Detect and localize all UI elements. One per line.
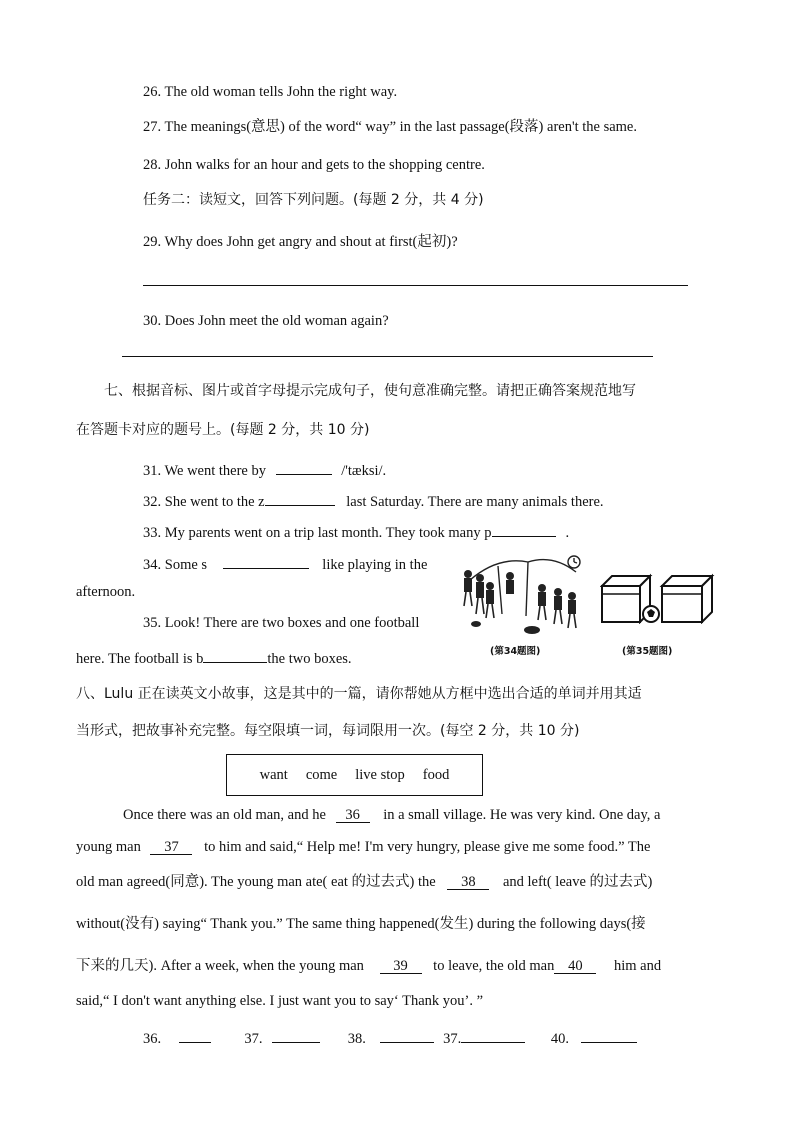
figure-34-image: [458, 552, 588, 640]
statement-27: 27. The meanings(意思) of the word“ way” in the last passage(段落) aren't the same.: [143, 119, 637, 135]
question-35: 35. Look! There are two boxes and one football: [143, 615, 420, 631]
question-32: [143, 489, 604, 511]
answer-blank-40[interactable]: [581, 1026, 637, 1043]
q35-text-c: the two boxes.: [267, 651, 352, 667]
blank-40[interactable]: 40: [554, 957, 596, 974]
answer-blank-36[interactable]: [179, 1026, 211, 1043]
q34-text-b: like playing in the: [322, 557, 428, 573]
answer-blank-39[interactable]: [461, 1026, 525, 1043]
figure-35-image: [600, 572, 716, 624]
figure-34-caption: (第34题图): [490, 646, 541, 657]
q35-text-b: here. The football is b: [76, 651, 204, 667]
word-bank-item: food: [422, 766, 450, 783]
word-bank-box: [226, 754, 483, 796]
task2-heading: 任务二：读短文，回答下列问题。(每题 2 分，共 4 分): [143, 192, 484, 208]
q35-continuation: [76, 646, 352, 668]
question-31: [143, 458, 386, 480]
word-bank-item: come: [305, 766, 338, 783]
story-line-5: [76, 957, 661, 975]
story-text: young man: [76, 839, 141, 855]
q32-text-a: 32. She went to the z: [143, 494, 265, 510]
q31-text-a: 31. We went there by: [143, 463, 266, 479]
answer-label-40: 40.: [550, 1031, 569, 1047]
answer-blank-38[interactable]: [380, 1026, 434, 1043]
statement-26: 26. The old woman tells John the right way.: [143, 84, 398, 100]
question-29: 29. Why does John get angry and shout at first(起初)?: [143, 234, 458, 250]
question-34: [143, 552, 427, 574]
statement-28: 28. John walks for an hour and gets to the shopping centre.: [143, 157, 485, 173]
answer-label-38: 38.: [347, 1031, 366, 1047]
answer-label-36: 36.: [143, 1031, 162, 1047]
question-33: [143, 520, 569, 542]
blank-31[interactable]: [276, 458, 332, 475]
q33-text-a: 33. My parents went on a trip last month. They took many p: [143, 525, 492, 541]
blank-39[interactable]: 39: [380, 957, 422, 974]
q34-continuation: afternoon.: [76, 584, 136, 600]
blank-38[interactable]: 38: [447, 873, 489, 890]
blank-33[interactable]: [492, 520, 556, 537]
answer-blank-37[interactable]: [272, 1026, 320, 1043]
children-playing-illustration: [458, 552, 588, 640]
word-bank-item: live stop: [355, 766, 405, 783]
blank-34[interactable]: [223, 552, 309, 569]
answer-row: [143, 1026, 637, 1048]
story-text: 下来的几天). After a week, when the young man: [76, 958, 364, 974]
answer-line-29[interactable]: [143, 285, 688, 286]
story-text: to him and said,“ Help me! I'm very hungry, please give me some food.” The: [204, 839, 651, 855]
section7-heading-1: 七、根据音标、图片或首字母提示完成句子，使句意准确完整。请把正确答案规范地写: [104, 383, 636, 399]
answer-label-39: 37.: [443, 1031, 462, 1047]
story-text: old man agreed(同意). The young man ate( eat 的过去式) the: [76, 874, 436, 890]
section8-heading-2: 当形式，把故事补充完整。每空限填一词，每词限用一次。(每空 2 分，共 10 分): [76, 723, 580, 739]
section7-heading-2: 在答题卡对应的题号上。(每题 2 分，共 10 分): [76, 422, 370, 438]
story-line-4: without(没有) saying“ Thank you.” The same thing happened(发生) during the following days(接: [76, 916, 646, 932]
word-bank-item: want: [259, 766, 288, 783]
story-text: and left( leave 的过去式): [502, 874, 653, 890]
answer-line-30[interactable]: [122, 356, 653, 357]
section8-heading-1: 八、Lulu 正在读英文小故事，这是其中的一篇，请你帮她从方框中选出合适的单词并用其适: [76, 686, 642, 702]
q33-text-b: .: [565, 525, 570, 541]
story-line-1: [123, 806, 661, 824]
answer-label-37: 37.: [244, 1031, 263, 1047]
question-30: 30. Does John meet the old woman again?: [143, 313, 389, 329]
story-line-6: said,“ I don't want anything else. I just want you to say‘ Thank you’. ”: [76, 993, 484, 1009]
story-line-2: [76, 838, 650, 856]
q32-text-b: last Saturday. There are many animals there.: [346, 494, 604, 510]
blank-35[interactable]: [203, 646, 267, 663]
figure-35-caption: (第35题图): [622, 646, 673, 657]
story-text: him and: [614, 958, 662, 974]
blank-36[interactable]: 36: [336, 806, 370, 823]
q31-text-b: /'tæksi/.: [341, 463, 387, 479]
blank-37[interactable]: 37: [150, 838, 192, 855]
story-text: to leave, the old man: [433, 958, 555, 974]
story-text: in a small village. He was very kind. One day, a: [383, 807, 661, 823]
boxes-football-illustration: [600, 572, 716, 624]
q34-text-a: 34. Some s: [143, 557, 208, 573]
story-text: Once there was an old man, and he: [123, 807, 326, 823]
story-line-3: [76, 873, 652, 891]
blank-32[interactable]: [265, 489, 335, 506]
